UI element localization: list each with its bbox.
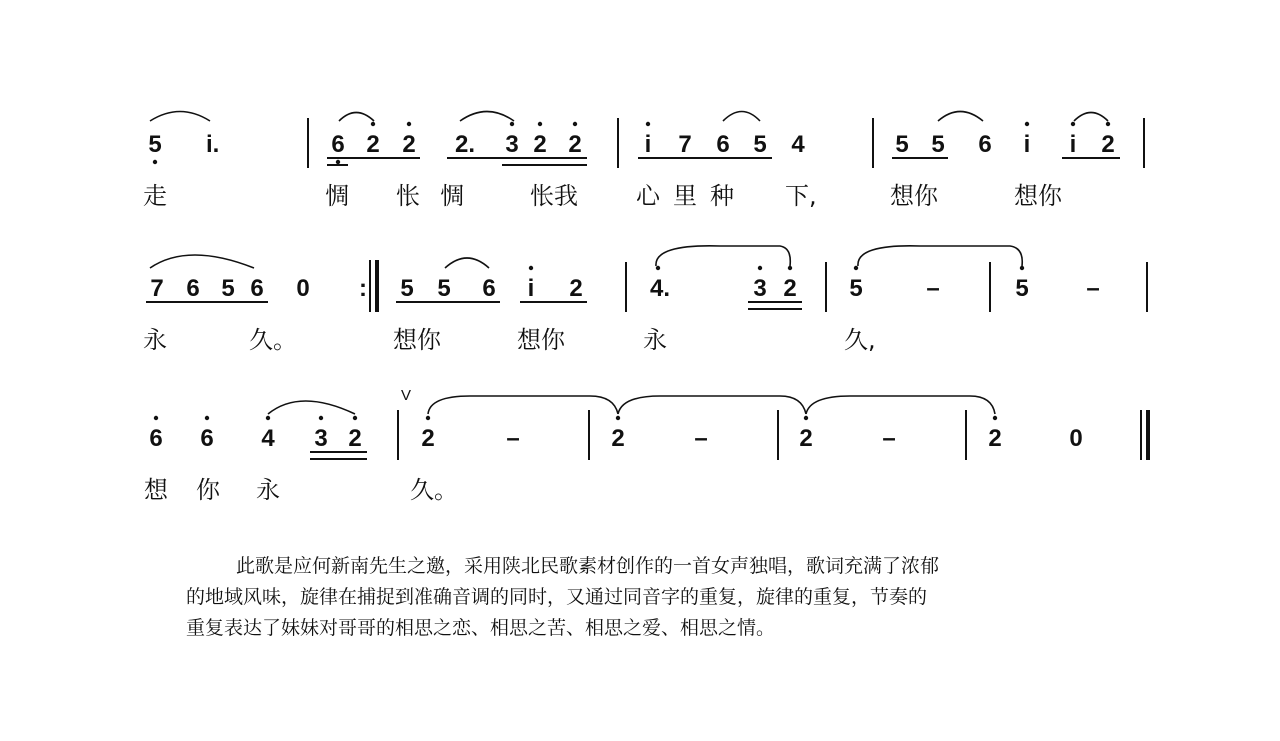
note: 6 [331, 131, 345, 158]
dash: – [882, 425, 896, 452]
bar-lines [398, 410, 966, 460]
note: 6 [978, 131, 992, 158]
lyric: 想你 [890, 182, 938, 210]
note: 3 [753, 275, 767, 302]
score-row-1 [143, 112, 1144, 211]
beams [310, 452, 367, 459]
note: 2 [366, 131, 380, 158]
repeat-barline [370, 260, 379, 312]
lyric: 想你 [517, 326, 565, 354]
note: 5 [753, 131, 767, 158]
lyric: 想你 [393, 326, 441, 354]
note: 5 [895, 131, 909, 158]
beams [146, 302, 802, 309]
lyric: 惆 [440, 182, 464, 210]
lyric: 永 [143, 326, 167, 354]
note: i. [206, 131, 220, 158]
note: 4. [650, 275, 671, 302]
note: 5 [437, 275, 451, 302]
note: 5 [931, 131, 945, 158]
note: 5 [221, 275, 235, 302]
note: i [527, 275, 535, 302]
note: 4 [261, 425, 275, 452]
note: 2. [455, 131, 476, 158]
note: i [644, 131, 652, 158]
final-barline [1141, 410, 1150, 460]
octave-dots [154, 416, 997, 420]
note: 0 [1069, 425, 1083, 452]
octave-dots [153, 122, 1110, 164]
note: 5 [849, 275, 863, 302]
lyric: 永 [643, 326, 667, 354]
lyric: 心 [636, 182, 660, 210]
note: 2 [348, 425, 362, 452]
lyric: 久。 [249, 326, 297, 354]
slurs [150, 112, 1108, 122]
note: 5 [1015, 275, 1029, 302]
note: 2 [799, 425, 813, 452]
note: 3 [505, 131, 519, 158]
note: 6 [250, 275, 264, 302]
description-line: 的地域风味，旋律在捕捉到准确音调的同时，又通过同音字的重复，旋律的重复，节奏的 [186, 586, 928, 608]
beams [327, 158, 1120, 165]
slurs [150, 246, 1022, 268]
lyric: 久。 [410, 476, 458, 504]
lyric: 种 [710, 182, 734, 210]
lyric: 走 [143, 182, 167, 210]
description-line: 重复表达了妹妹对哥哥的相思之恋、相思之苦、相思之爱、相思之情。 [186, 617, 776, 639]
note: 6 [186, 275, 200, 302]
note: 2 [783, 275, 797, 302]
note: 6 [200, 425, 214, 452]
note: 2 [568, 131, 582, 158]
slurs [268, 396, 995, 414]
lyric: 怅 [396, 182, 420, 210]
description-line: 此歌是应何新南先生之邀，采用陕北民歌素材创作的一首女声独唱，歌词充满了浓郁 [236, 555, 940, 577]
note: 7 [150, 275, 164, 302]
lyric: 永 [256, 476, 280, 504]
bar-lines [626, 262, 1147, 312]
note: 5 [400, 275, 414, 302]
note: 4 [791, 131, 805, 158]
lyric: 想你 [1014, 182, 1062, 210]
lyric: 里 [673, 182, 697, 210]
dash: – [1086, 275, 1100, 302]
note: 6 [149, 425, 163, 452]
lyric: 下, [785, 182, 817, 210]
note: i [1069, 131, 1077, 158]
octave-dots [529, 266, 1024, 270]
note: 2 [611, 425, 625, 452]
note: 2 [421, 425, 435, 452]
note: 2 [1101, 131, 1115, 158]
dash: – [694, 425, 708, 452]
dash: – [506, 425, 520, 452]
lyric: 想 [144, 476, 168, 504]
note: 3 [314, 425, 328, 452]
lyric: 惆 [325, 182, 349, 210]
repeat-colon: : [359, 275, 367, 302]
note: 2 [402, 131, 416, 158]
note: 6 [716, 131, 730, 158]
song-description [186, 551, 1116, 644]
note: 2 [988, 425, 1002, 452]
lyric: 久, [844, 326, 876, 354]
note: 7 [678, 131, 692, 158]
lyric: 怅我 [530, 182, 578, 210]
breath-mark: V [400, 387, 412, 404]
score-row-3 [144, 387, 1150, 504]
dash: – [926, 275, 940, 302]
score-row-2 [143, 246, 1147, 354]
note: 6 [482, 275, 496, 302]
note: 2 [569, 275, 583, 302]
lyric: 你 [196, 476, 220, 504]
note: 5 [148, 131, 162, 158]
note: i [1023, 131, 1031, 158]
note: 2 [533, 131, 547, 158]
note: 0 [296, 275, 310, 302]
